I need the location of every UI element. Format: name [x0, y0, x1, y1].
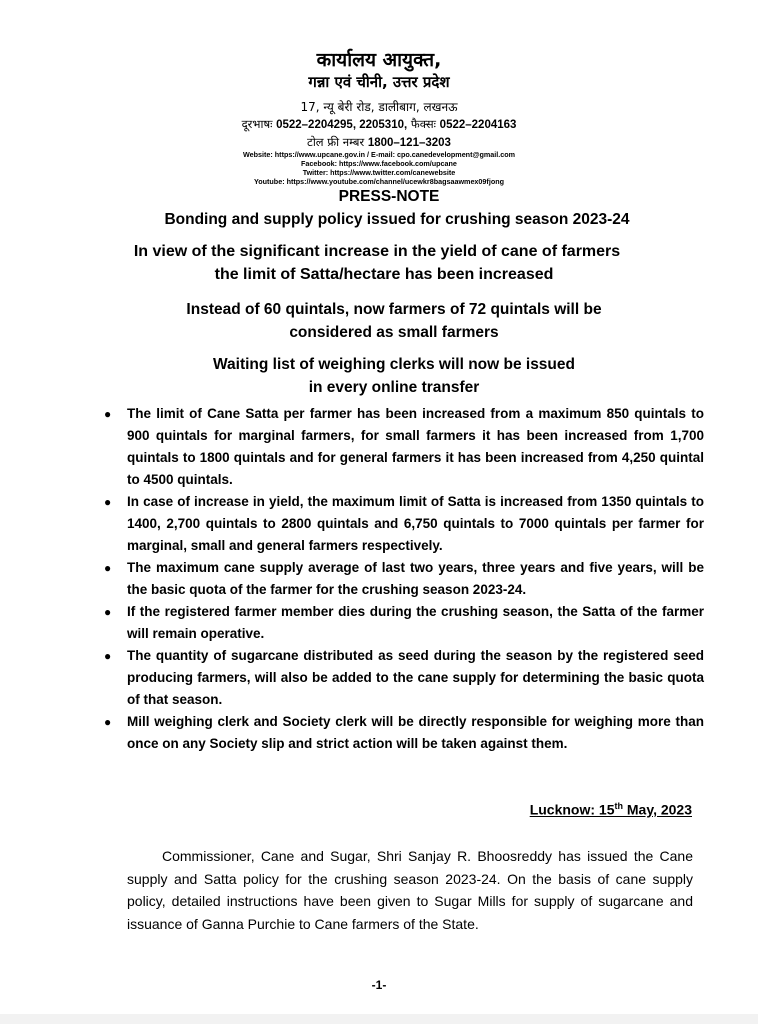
tollfree-label: टोल फ्री नम्बर	[307, 135, 365, 149]
bullet-text: In case of increase in yield, the maximum limit of Satta is increased from 1350 quintals to 1400, 2,700 quintals to 2800 quintals and 6,750 quintals to 7000 quintals per farmer for marginal, small and general farmers respectively.	[127, 494, 704, 553]
waiting-list-heading-line-2: in every online transfer	[308, 379, 480, 396]
dateline	[530, 801, 692, 818]
bullet-text: The maximum cane supply average of last two years, three years and five years, will be the basic quota of the farmer for the crushing season 2023-24.	[127, 560, 704, 597]
bullet-text: If the registered farmer member dies during the crushing season, the Satta of the farmer will remain operative.	[127, 604, 704, 641]
bullet-icon: ●	[104, 649, 112, 663]
tollfree-number: 1800–121–3203	[367, 137, 451, 149]
contact-numbers	[0, 117, 758, 132]
facebook-line: Facebook: https://www.facebook.com/upcane	[301, 159, 457, 168]
twitter-line: Twitter: https://www.twitter.com/canewebsite	[302, 168, 456, 177]
bullet-icon: ●	[104, 715, 112, 729]
yield-heading-line-2: the limit of Satta/hectare has been increased	[214, 266, 554, 283]
page-number: -1-	[371, 978, 387, 992]
waiting-list-heading-line-1: Waiting list of weighing clerks will now be issued	[212, 356, 575, 373]
office-address: 17, न्यू बेरी रोड, डालीबाग, लखनऊ	[300, 100, 458, 114]
bullet-icon: ●	[104, 495, 112, 509]
tollfree-line	[0, 135, 758, 150]
bullet-text: Mill weighing clerk and Society clerk will be directly responsible for weighing more than once on any Society slip and strict action will be taken against them.	[127, 714, 704, 751]
yield-heading-line-1: In view of the significant increase in the yield of cane of farmers	[133, 243, 621, 260]
dateline-ordinal: th	[614, 801, 623, 811]
phone-numbers: 0522–2204295, 2205310,	[276, 119, 408, 131]
dateline-rest: May, 2023	[622, 801, 692, 818]
list-item	[104, 601, 704, 645]
dateline-prefix: Lucknow: 15	[529, 801, 615, 818]
list-item	[104, 711, 704, 755]
small-farmer-heading-line-1: Instead of 60 quintals, now farmers of 72 quintals will be	[186, 301, 602, 318]
website-line: Website: https://www.upcane.gov.in / E-mail: cpo.canedevelopment@gmail.com	[242, 150, 516, 159]
list-item	[104, 403, 704, 491]
list-item	[104, 557, 704, 601]
department-name: गन्ना एवं चीनी, उत्तर प्रदेश	[308, 73, 450, 91]
office-title: कार्यालय आयुक्त,	[316, 49, 442, 71]
press-note-heading: PRESS-NOTE	[338, 188, 440, 205]
fax-label: फैक्सः	[410, 117, 437, 131]
bullet-icon: ●	[104, 561, 112, 575]
bonding-heading: Bonding and supply policy issued for crushing season 2023-24	[164, 211, 630, 228]
policy-bullet-list	[104, 403, 704, 755]
list-item	[104, 491, 704, 557]
body-paragraph: Commissioner, Cane and Sugar, Shri Sanjay R. Bhoosreddy has issued the Cane supply and Satta policy for the crushing season 2023-24. On the basis of cane supply policy, detailed instructions have been given to Sugar Mills for supply of sugarcane and issuance of Ganna Purchie to Cane farmers of the State.	[127, 848, 693, 932]
list-item	[104, 645, 704, 711]
phone-label: दूरभाषः	[241, 117, 273, 131]
bullet-text: The limit of Cane Satta per farmer has been increased from a maximum 850 quintals to 900 quintals for marginal farmers, for small farmers it has been increased from 1,700 quintals to 1800 quintals and for general farmers it has been increased from 4,250 quintal to 4500 quintals.	[127, 406, 704, 487]
small-farmer-heading-line-2: considered as small farmers	[289, 324, 499, 341]
page-bottom-edge	[0, 1014, 758, 1024]
fax-number: 0522–2204163	[439, 119, 517, 131]
bullet-text: The quantity of sugarcane distributed as seed during the season by the registered seed producing farmers, will also be added to the cane supply for determining the basic quota of that season.	[127, 648, 704, 707]
bullet-icon: ●	[104, 407, 112, 421]
bullet-icon: ●	[104, 605, 112, 619]
youtube-line: Youtube: https://www.youtube.com/channel/ucewkr8bagsaawmex09fjong	[253, 177, 504, 186]
